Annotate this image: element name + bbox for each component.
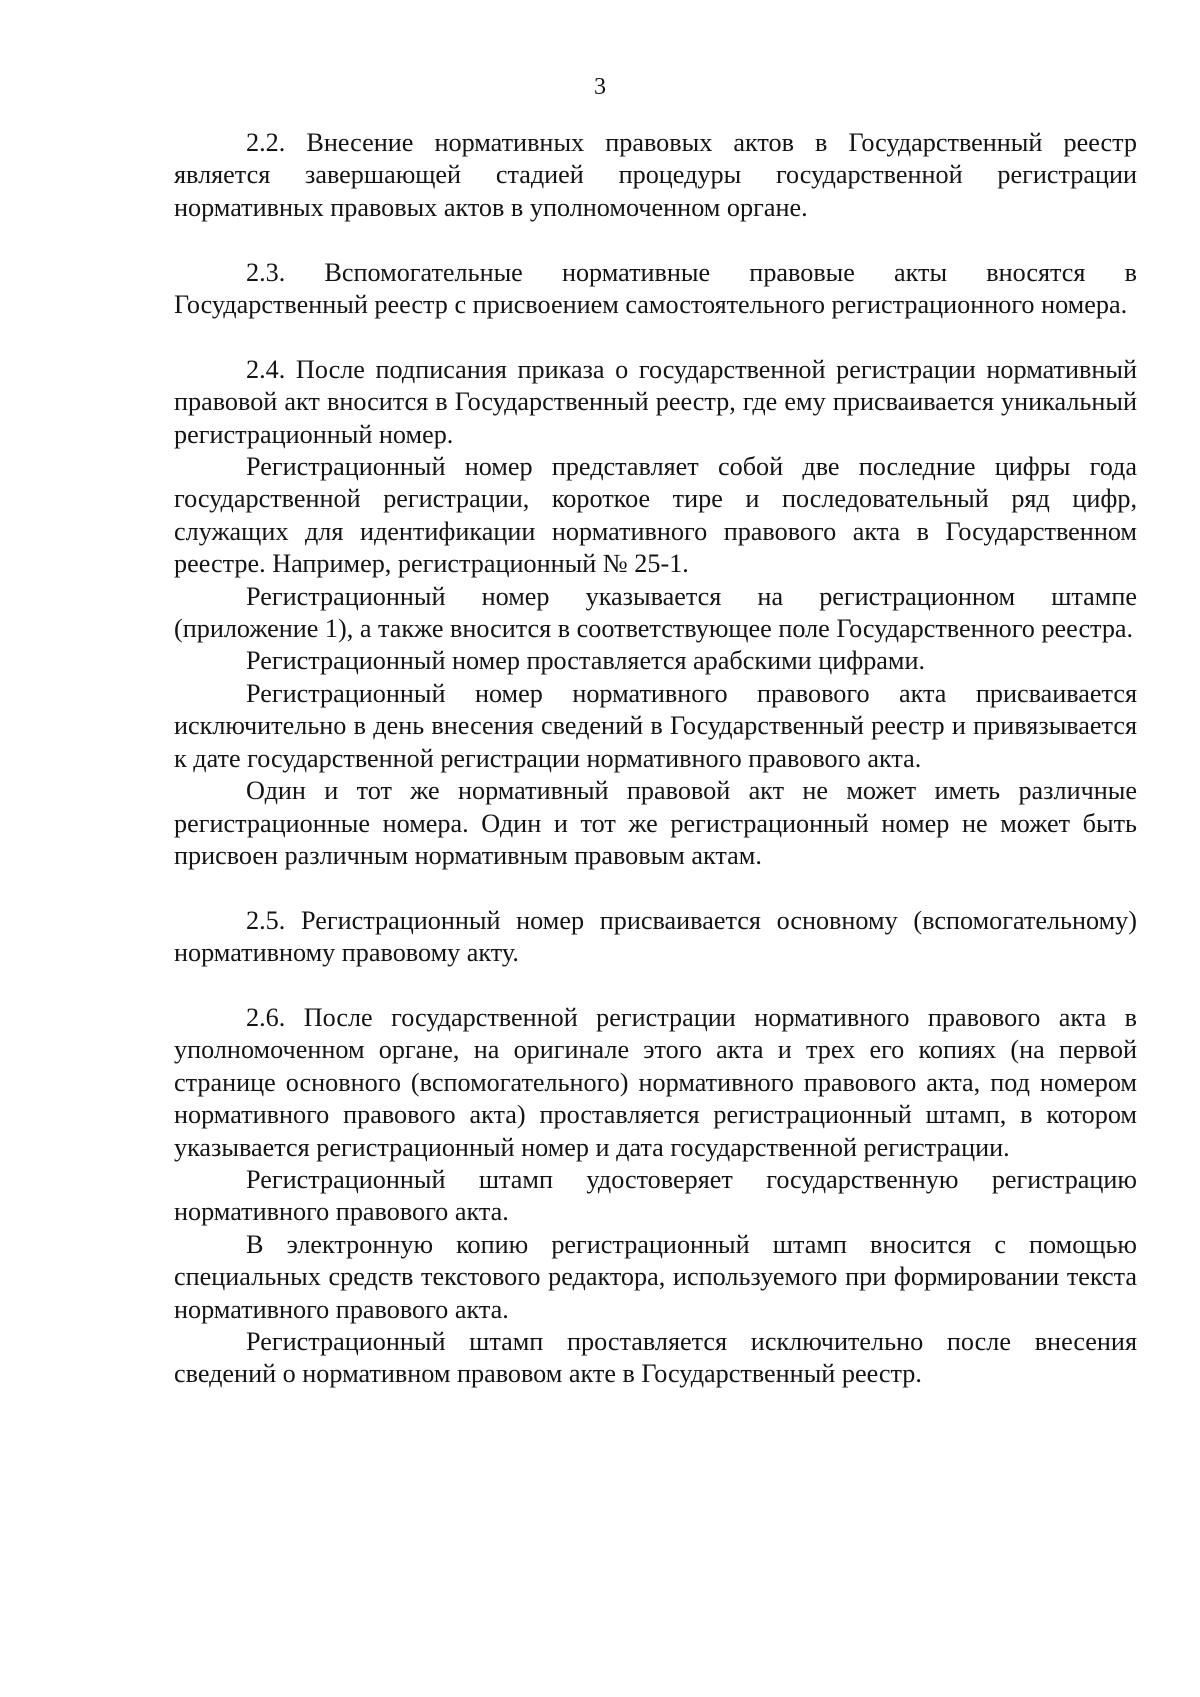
paragraph-2-6: 2.6. После государственной регистрации нормативного правового акта в уполномоченном органе, на оригинале этого акта и трех его копиях (на первой странице основного (вспомогательного) нормативного правового акта, под номером нормативного правового акта) проставляется регистрационный штамп, в котором указывается регистрационный номер и дата государственной регистрации. [174,1002,1137,1162]
paragraph-unique-number: Один и тот же нормативный правовой акт не может иметь различные регистрационные номера. Один и тот же регистрационный номер не может быть присвоен различным нормативным правовым актам. [174,776,1137,870]
document-body [174,127,1137,1391]
paragraph-2-2: 2.2. Внесение нормативных правовых актов в Государственный реестр является завершающей стадией процедуры государственной регистрации нормативных правовых актов в уполномоченном органе. [174,128,1137,222]
paragraph-2-3: 2.3. Вспомогательные нормативные правовые акты вносятся в Государственный реестр с присвоением самостоятельного регистрационного номера. [174,257,1137,320]
paragraph-stamp-after-entry: Регистрационный штамп проставляется исключительно после внесения сведений о нормативном правовом акте в Государственный реестр. [174,1326,1137,1389]
paragraph-registration-number-format: Регистрационный номер представляет собой две последние цифры года государственной регистрации, короткое тире и последовательный ряд цифр, служащих для идентификации нормативного правового акта в Государственном реестре. Например, регистрационный № 25-1. [174,452,1137,579]
paragraph-arabic-numerals: Регистрационный номер проставляется арабскими цифрами. [246,646,926,676]
paragraph-registration-number-stamp: Регистрационный номер указывается на регистрационном штампе (приложение 1), а также вносится в соответствующее поле Государственного реестра. [174,581,1137,644]
page-number: 3 [594,74,606,100]
paragraph-2-5: 2.5. Регистрационный номер присваивается основному (вспомогательному) нормативному правовому акту. [174,905,1137,968]
paragraph-assignment-day: Регистрационный номер нормативного правового акта присваивается исключительно в день внесения сведений в Государственный реестр и привязывается к дате государственной регистрации нормативного правового акта. [174,678,1137,773]
paragraph-2-4: 2.4. После подписания приказа о государственной регистрации нормативный правовой акт вносится в Государственный реестр, где ему присваивается уникальный регистрационный номер. [174,354,1137,449]
paragraph-stamp-certifies: Регистрационный штамп удостоверяет государственную регистрацию нормативного правового акта. [174,1164,1137,1227]
paragraph-electronic-copy: В электронную копию регистрационный штамп вносится с помощью специальных средств текстового редактора, используемого при формировании текста нормативного правового акта. [174,1229,1137,1324]
